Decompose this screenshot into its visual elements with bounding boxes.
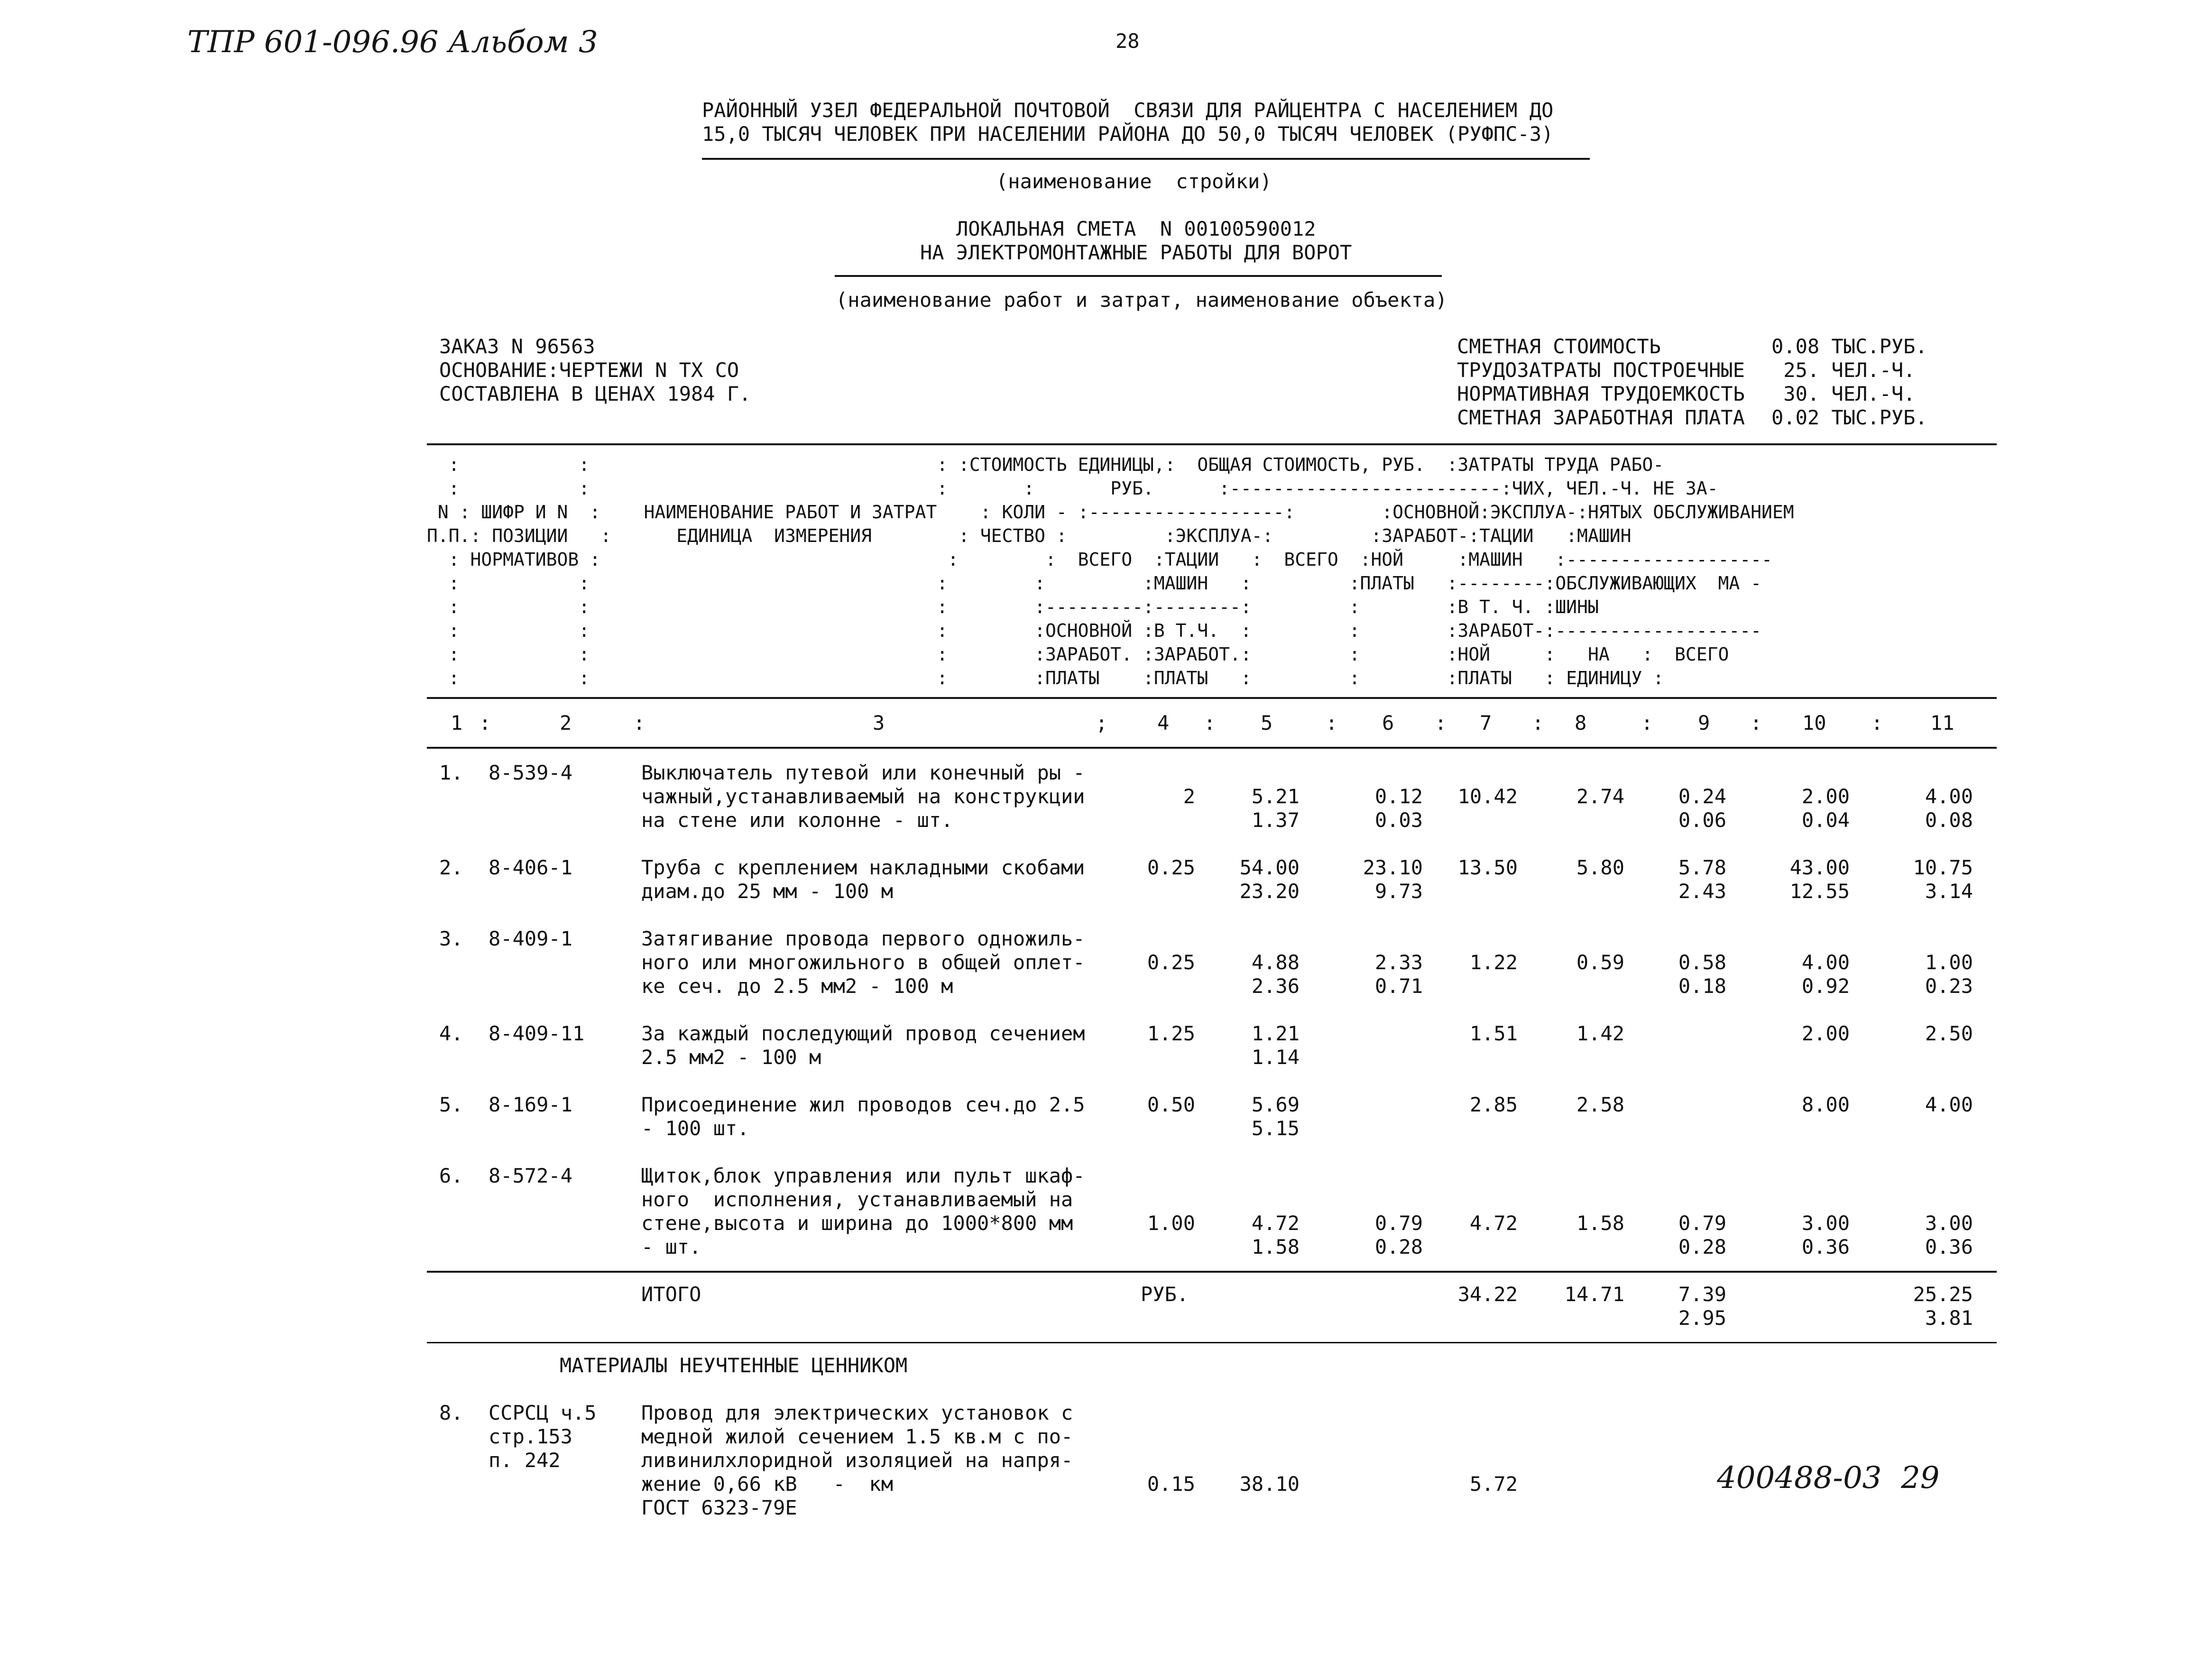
column-number: 5 (1261, 711, 1273, 734)
header-line-1: : : : :СТОИМОСТЬ ЕДИНИЦЫ,: ОБЩАЯ СТОИМОСТЬ, РУБ. :ЗАТРАТЫ ТРУДА РАБО- (427, 454, 1664, 475)
row-mach: 0.18 (1678, 974, 1726, 998)
column-number: 6 (1382, 711, 1394, 734)
summary-value-norm: 30. ЧЕЛ.-Ч. (1771, 382, 1916, 405)
summary-value-wage: 0.02 ТЫС.РУБ. (1771, 406, 1927, 429)
estimate-subtitle: НА ЭЛЕКТРОМОНТАЖНЫЕ РАБОТЫ ДЛЯ ВОРОТ (920, 241, 1352, 264)
totals-mach: 7.39 (1678, 1283, 1726, 1306)
row-mach: 0.06 (1678, 808, 1726, 832)
row-unit-mach: 0.28 (1374, 1235, 1423, 1258)
construction-underline (702, 158, 1590, 160)
header-line-3: N : ШИФР И N : НАИМЕНОВАНИЕ РАБОТ И ЗАТРАТ : КОЛИ - :------------------: :ОСНОВНОЙ:ЭКСПЛУА-:НЯТЫХ ОБСЛУЖИВАНИЕМ (427, 502, 1794, 523)
table-top-rule (427, 443, 1997, 445)
row-name-line: Труба с креплением накладными скобами (641, 856, 1085, 879)
row-labor-unit: 12.55 (1789, 880, 1850, 903)
row-labor-unit: 8.00 (1801, 1093, 1850, 1116)
materials-heading: МАТЕРИАЛЫ НЕУЧТЕННЫЕ ЦЕННИКОМ (560, 1354, 908, 1377)
row-number: 4. (439, 1022, 463, 1045)
row-wage: 0.59 (1576, 951, 1624, 974)
summary-label-cost: СМЕТНАЯ СТОИМОСТЬ (1457, 335, 1661, 358)
row-mach: 2.43 (1678, 880, 1726, 903)
column-number: 11 (1930, 711, 1955, 734)
row-unit-total: 5.15 (1251, 1117, 1300, 1140)
row-name-line: ного исполнения, устанавливаемый на (641, 1188, 1073, 1211)
totals-mach-wage: 2.95 (1678, 1306, 1726, 1330)
page-number: 28 (1116, 29, 1140, 53)
totals-unit: РУБ. (1141, 1283, 1189, 1306)
row-labor-total: 4.00 (1925, 1093, 1973, 1116)
row-wage: 1.42 (1576, 1022, 1624, 1045)
row-code: 8-169-1 (489, 1093, 573, 1116)
summary-value-labor: 25. ЧЕЛ.-Ч. (1771, 358, 1916, 382)
materials-qty: 0.15 (1147, 1472, 1195, 1496)
totals-labor-machines: 3.81 (1925, 1306, 1973, 1330)
row-unit-mach: 0.12 (1374, 785, 1423, 808)
row-total: 10.42 (1457, 785, 1518, 808)
row-labor-total: 4.00 (1925, 785, 1973, 808)
row-total: 4.72 (1469, 1212, 1518, 1235)
totals-wage: 14.71 (1564, 1283, 1624, 1306)
row-total: 1.51 (1469, 1022, 1518, 1045)
row-code: 8-409-11 (489, 1022, 585, 1045)
construction-line-1: РАЙОННЫЙ УЗЕЛ ФЕДЕРАЛЬНОЙ ПОЧТОВОЙ СВЯЗИ ДЛЯ РАЙЦЕНТРА С НАСЕЛЕНИЕМ ДО (702, 99, 1554, 122)
estimate-title: ЛОКАЛЬНАЯ СМЕТА N 00100590012 (956, 217, 1316, 240)
row-labor-total: 2.50 (1925, 1022, 1973, 1045)
row-name-line: ного или многожильного в общей оплет- (641, 951, 1085, 974)
row-wage: 1.58 (1576, 1212, 1624, 1235)
header-line-5: : НОРМАТИВОВ : : : ВСЕГО :ТАЦИИ : ВСЕГО :НОЙ :МАШИН :------------------- (427, 549, 1772, 570)
row-unit-mach: 0.79 (1374, 1212, 1423, 1235)
column-numbers-rule (427, 747, 1997, 749)
row-wage: 5.80 (1576, 856, 1624, 879)
row-labor-unit: 0.36 (1801, 1235, 1850, 1258)
row-qty: 0.25 (1147, 856, 1195, 879)
row-labor-unit: 0.92 (1801, 974, 1850, 998)
row-number: 6. (439, 1164, 463, 1187)
header-line-6: : : : : :МАШИН : :ПЛАТЫ :--------:ОБСЛУЖИВАЮЩИХ МА - (427, 573, 1761, 594)
row-unit-total: 4.72 (1251, 1212, 1300, 1235)
row-name-line: - 100 шт. (641, 1117, 749, 1140)
row-total: 2.85 (1469, 1093, 1518, 1116)
materials-name-line: ГОСТ 6323-79Е (641, 1496, 797, 1519)
materials-number: 8. (439, 1401, 463, 1424)
row-wage: 2.74 (1576, 785, 1624, 808)
row-unit-total: 1.58 (1251, 1235, 1300, 1258)
row-unit-mach: 2.33 (1374, 951, 1423, 974)
row-name-line: диам.до 25 мм - 100 м (641, 880, 894, 903)
row-labor-unit: 0.04 (1801, 808, 1850, 832)
row-labor-unit: 2.00 (1801, 1022, 1850, 1045)
materials-code-line: ССРСЦ ч.5 (489, 1401, 597, 1424)
column-number: 3 (873, 711, 885, 734)
row-number: 5. (439, 1093, 463, 1116)
row-labor-total: 0.36 (1925, 1235, 1973, 1258)
column-number: 4 (1157, 711, 1170, 734)
column-number: 2 (560, 711, 572, 734)
row-labor-unit: 43.00 (1789, 856, 1850, 879)
materials-name-line: Провод для электрических установок с (641, 1401, 1073, 1424)
row-mach: 0.79 (1678, 1212, 1726, 1235)
summary-label-norm: НОРМАТИВНАЯ ТРУДОЕМКОСТЬ (1457, 382, 1745, 405)
row-unit-mach: 23.10 (1363, 856, 1423, 879)
header-line-8: : : : :ОСНОВНОЙ :В Т.Ч. : : :ЗАРАБОТ-:------------------- (427, 620, 1761, 641)
row-labor-total: 0.08 (1925, 808, 1973, 832)
row-qty: 1.00 (1147, 1212, 1195, 1235)
row-mach: 5.78 (1678, 856, 1726, 879)
row-total: 1.22 (1469, 951, 1518, 974)
column-number: 1 (451, 711, 463, 734)
row-number: 3. (439, 927, 463, 950)
row-unit-total: 1.21 (1251, 1022, 1300, 1045)
header-line-4: П.П.: ПОЗИЦИИ : ЕДИНИЦА ИЗМЕРЕНИЯ : ЧЕСТВО : :ЭКСПЛУА-: :ЗАРАБОТ-:ТАЦИИ :МАШИН (427, 525, 1632, 546)
row-mach: 0.28 (1678, 1235, 1726, 1258)
row-name-line: - шт. (641, 1235, 701, 1258)
materials-name-line: жение 0,66 кВ - км (641, 1472, 894, 1496)
row-unit-total: 23.20 (1239, 880, 1300, 903)
row-name-line: на стене или колонне - шт. (641, 808, 953, 832)
row-unit-total: 2.36 (1251, 974, 1300, 998)
estimate-page: ТПР 601-096.96 Альбом 3 28 РАЙОННЫЙ УЗЕЛ ФЕДЕРАЛЬНОЙ ПОЧТОВОЙ СВЯЗИ ДЛЯ РАЙЦЕНТРА С НАСЕЛЕНИЕМ ДО 15,0 ТЫСЯЧ ЧЕЛОВЕК ПРИ НАСЕЛЕНИИ РАЙОНА ДО 50,0 ТЫСЯЧ ЧЕЛОВЕК (РУФПС-3) (наименование стройки) ЛОКАЛЬНАЯ СМЕТА N 00100590012 НА ЭЛЕКТРОМОНТАЖНЫЕ РАБОТЫ ДЛЯ ВОРОТ (наименование работ и затрат, наименование объекта) ЗАКАЗ N 96563 ОСНОВАНИЕ:ЧЕРТЕЖИ N ТХ СО СОСТАВЛЕНА В ЦЕНАХ 1984 Г. СМЕТНАЯ СТОИМОСТЬ 0.08 ТЫС.РУБ. ТРУДОЗАТРАТЫ ПОСТРОЕЧНЫЕ 25. ЧЕЛ.-Ч. НОРМАТИВНАЯ ТРУДОЕМКОСТЬ 30. ЧЕЛ.-Ч. СМЕТНАЯ ЗАРАБОТНАЯ ПЛАТА 0.02 ТЫС.РУБ. : : : :СТОИМОСТЬ ЕДИНИЦЫ,: ОБЩАЯ СТОИМОСТЬ, РУБ. :ЗАТРАТЫ ТРУДА РАБО- : : : : РУБ. :-------------------------:ЧИХ, ЧЕЛ.-Ч. НЕ ЗА- N : ШИФР И N : НАИМЕНОВАНИЕ РАБОТ И ЗАТРАТ : КОЛИ - :------------------: :ОСНОВНОЙ:ЭКСПЛУА-:НЯТЫХ ОБСЛУЖИВАНИЕМ П.П.: ПОЗИЦИИ : ЕДИНИЦА ИЗМЕРЕНИЯ : ЧЕСТВО : :ЭКСПЛУА-: :ЗАРАБОТ-:ТАЦИИ :МАШИН : НОРМАТИВОВ : : : ВСЕГО :ТАЦИИ : ВСЕГО :НОЙ :МАШИН :------------------- : : : : :МАШИН : :ПЛАТЫ :--------:ОБСЛУЖИВАЮЩИХ МА - : : : :---------:--------: : :В Т. Ч. :ШИНЫ : : : :ОСНОВНОЙ :В Т.Ч. : : :ЗАРАБОТ-:------------------- : : : :ЗАРАБОТ. :ЗАРАБОТ.: : :НОЙ : НА : ВСЕГО : : : :ПЛАТЫ :ПЛАТЫ : : :ПЛАТЫ : ЕДИНИЦУ : 1 : 2 : 3 ; 4 : 5 : 6 : 7 : 8 : 9 : 10 : 11 1. 8-539-4 Выключатель путевой или конечный ры - чажный,устанавливаемый на конструкции на стене или колонне - шт. 2 5.21 1.37 0.12 0.03 0.24 0.06 2.00 0.04 4.00 0.08 10.42 2.74 2. 8-406-1 Труба с креплением накладными скобами диам.до 25 мм - 100 м 0.25 54.00 23.20 23.10 9.73 5.78 2.43 43.00 12.55 10.75 3.14 13.50 5.80 3. 8-409-1 Затягивание провода первого одножиль- ного или многожильного в общей оплет- ке сеч. до 2.5 мм2 - 100 м 0.25 4.88 2.36 2.33 0.71 0.58 0.18 4.00 0.92 1.00 0.23 1.22 0.59 4. 8-409-11 За каждый последующий провод сечением 2.5 мм2 - 100 м 1.25 1.21 1.14 2.00 2.50 1.51 1.42 5. 8-169-1 Присоединение жил проводов сеч.до 2.5 - 100 шт. 0.50 5.69 5.15 8.00 4.00 2.85 2.58 6. 8-572-4 Щиток,блок управления или пульт шкаф- ного исполнения, устанавливаемый на стене,высота и ширина до 1000*800 мм - шт. 1.00 4.72 1.58 0.79 0.28 0.79 0.28 3.00 0.36 3.00 0.36 4.72 1.58 ИТОГО РУБ. 34.22 14.71 7.39 2.95 25.25 3.81 МАТЕРИАЛЫ НЕУЧТЕННЫЕ ЦЕННИКОМ 8. ССРСЦ ч.5 стр.153 п. 242 Провод для электрических установок с медной жилой сечением 1.5 кв.м с по- ливинилхлоридной изоляцией на напря- жение 0,66 кВ - км ГОСТ 6323-79Е 0.15 38.10 5.72 400488-03 29 (0, 0, 2185, 1680)
row-qty: 1.25 (1147, 1022, 1195, 1045)
summary-value-cost: 0.08 ТЫС.РУБ. (1771, 335, 1927, 358)
estimate-underline (835, 275, 1442, 277)
column-number: 10 (1802, 711, 1826, 734)
row-labor-total: 1.00 (1925, 951, 1973, 974)
row-code: 8-539-4 (489, 761, 573, 784)
materials-unit-total: 38.10 (1239, 1472, 1300, 1496)
row-labor-total: 10.75 (1913, 856, 1973, 879)
row-wage: 2.58 (1576, 1093, 1624, 1116)
row-name-line: 2.5 мм2 - 100 м (641, 1046, 821, 1069)
row-name-line: Присоединение жил проводов сеч.до 2.5 (641, 1093, 1085, 1116)
header-bottom-rule (427, 697, 1997, 699)
row-qty: 0.25 (1147, 951, 1195, 974)
row-unit-mach: 9.73 (1374, 880, 1423, 903)
row-unit-total: 1.37 (1251, 808, 1300, 832)
row-labor-total: 0.23 (1925, 974, 1973, 998)
row-unit-total: 1.14 (1251, 1046, 1300, 1069)
row-unit-total: 5.69 (1251, 1093, 1300, 1116)
row-code: 8-406-1 (489, 856, 573, 879)
row-labor-unit: 4.00 (1801, 951, 1850, 974)
row-unit-total: 5.21 (1251, 785, 1300, 808)
summary-label-labor: ТРУДОЗАТРАТЫ ПОСТРОЕЧНЫЕ (1457, 358, 1745, 382)
row-unit-total: 4.88 (1251, 951, 1300, 974)
row-labor-unit: 2.00 (1801, 785, 1850, 808)
materials-code-line: стр.153 (489, 1425, 573, 1448)
totals-label: ИТОГО (641, 1283, 701, 1306)
row-code: 8-572-4 (489, 1164, 573, 1187)
materials-name-line: ливинилхлоридной изоляцией на напря- (641, 1449, 1073, 1472)
materials-code-line: п. 242 (489, 1449, 561, 1472)
header-line-2: : : : : РУБ. :-------------------------:ЧИХ, ЧЕЛ.-Ч. НЕ ЗА- (427, 478, 1718, 499)
row-mach: 0.24 (1678, 785, 1726, 808)
row-number: 1. (439, 761, 463, 784)
order-number: ЗАКАЗ N 96563 (439, 335, 595, 358)
construction-caption: (наименование стройки) (996, 170, 1272, 193)
row-name-line: Щиток,блок управления или пульт шкаф- (641, 1164, 1085, 1187)
column-number: 7 (1480, 711, 1492, 734)
row-mach: 0.58 (1678, 951, 1726, 974)
totals-bottom-rule (427, 1342, 1997, 1343)
column-number: 8 (1575, 711, 1587, 734)
album-stamp: ТПР 601-096.96 Альбом 3 (187, 25, 598, 60)
handwritten-note: 400488-03 29 (1717, 1460, 1940, 1496)
materials-name-line: медной жилой сечением 1.5 кв.м с по- (641, 1425, 1073, 1448)
row-labor-unit: 3.00 (1801, 1212, 1850, 1235)
construction-line-2: 15,0 ТЫСЯЧ ЧЕЛОВЕК ПРИ НАСЕЛЕНИИ РАЙОНА ДО 50,0 ТЫСЯЧ ЧЕЛОВЕК (РУФПС-3) (702, 122, 1554, 146)
row-unit-mach: 0.03 (1374, 808, 1423, 832)
row-unit-total: 54.00 (1239, 856, 1300, 879)
row-labor-total: 3.14 (1925, 880, 1973, 903)
summary-label-wage: СМЕТНАЯ ЗАРАБОТНАЯ ПЛАТА (1457, 406, 1745, 429)
row-name-line: чажный,устанавливаемый на конструкции (641, 785, 1085, 808)
row-total: 13.50 (1457, 856, 1518, 879)
header-line-7: : : : :---------:--------: : :В Т. Ч. :ШИНЫ (427, 597, 1599, 617)
column-number: 9 (1698, 711, 1710, 734)
row-code: 8-409-1 (489, 927, 573, 950)
row-name-line: За каждый последующий провод сечением (641, 1022, 1085, 1045)
row-labor-total: 3.00 (1925, 1212, 1973, 1235)
order-basis: ОСНОВАНИЕ:ЧЕРТЕЖИ N ТХ СО (439, 358, 739, 382)
row-qty: 2 (1183, 785, 1195, 808)
materials-total: 5.72 (1469, 1472, 1518, 1496)
totals-labor: 25.25 (1913, 1283, 1973, 1306)
row-name-line: Затягивание провода первого одножиль- (641, 927, 1085, 950)
body-bottom-rule (427, 1271, 1997, 1273)
row-qty: 0.50 (1147, 1093, 1195, 1116)
row-name-line: Выключатель путевой или конечный ры - (641, 761, 1085, 784)
row-unit-mach: 0.71 (1374, 974, 1423, 998)
header-line-9: : : : :ЗАРАБОТ. :ЗАРАБОТ.: : :НОЙ : НА : ВСЕГО (427, 644, 1729, 665)
row-name-line: стене,высота и ширина до 1000*800 мм (641, 1212, 1073, 1235)
header-line-10: : : : :ПЛАТЫ :ПЛАТЫ : : :ПЛАТЫ : ЕДИНИЦУ : (427, 668, 1664, 689)
estimate-caption: (наименование работ и затрат, наименование объекта) (836, 288, 1447, 312)
row-name-line: ке сеч. до 2.5 мм2 - 100 м (641, 974, 953, 998)
row-number: 2. (439, 856, 463, 879)
totals-total: 34.22 (1457, 1283, 1518, 1306)
order-prices: СОСТАВЛЕНА В ЦЕНАХ 1984 Г. (439, 382, 751, 405)
